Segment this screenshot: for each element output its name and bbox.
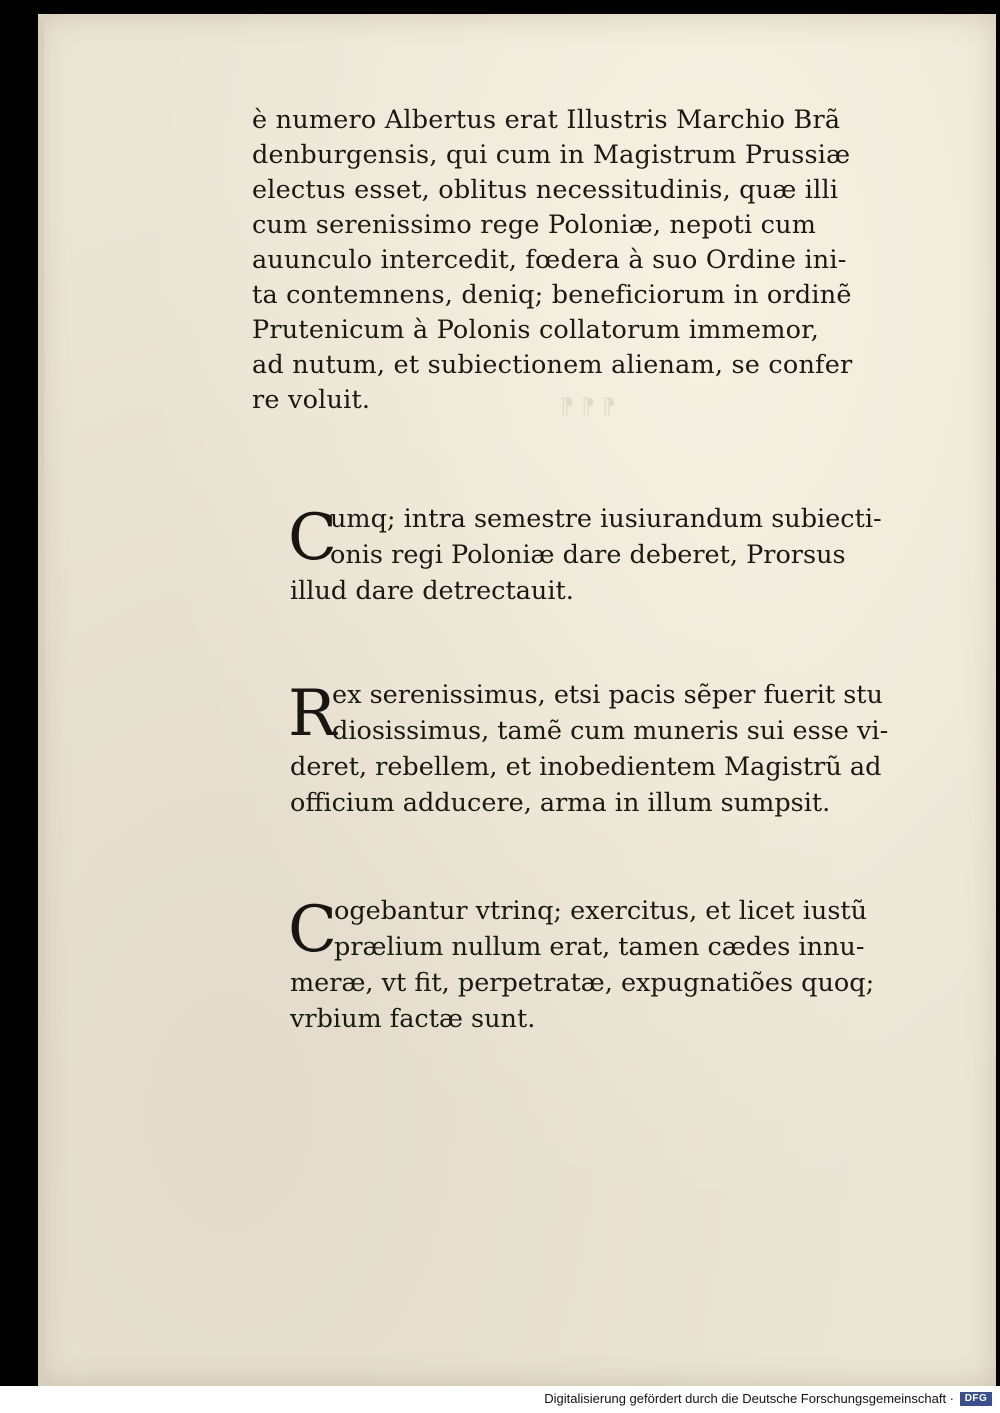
text-line: illud dare detrectauit. — [290, 576, 574, 606]
text-line: electus esset, oblitus necessitudinis, quæ illi — [252, 175, 839, 205]
text-line: meræ, vt fit, perpetratæ, expugnatiões quoq; — [290, 968, 875, 998]
text-line: ad nutum, et subiectionem alienam, se confer — [252, 350, 853, 380]
text-line: auunculo intercedit, fœdera à suo Ordine ini- — [252, 245, 847, 275]
page-edge — [38, 14, 44, 1386]
text-line: prælium nullum erat, tamen cædes innu- — [334, 932, 865, 962]
paragraph-2-tail — [290, 573, 930, 609]
drop-cap-initial: C — [288, 501, 337, 575]
text-line: deret, rebellem, et inobedientem Magistrũ ad — [290, 752, 882, 782]
text-line: cum serenissimo rege Poloniæ, nepoti cum — [252, 210, 817, 240]
drop-cap-initial: R — [288, 677, 337, 751]
paragraph-3 — [332, 677, 912, 749]
text-line: umq; intra semestre iusiurandum subiecti- — [330, 504, 882, 534]
text-line: ta contemnens, deniq; beneficiorum in ordinẽ — [252, 280, 852, 310]
paragraph-3-tail — [290, 749, 930, 821]
text-line: è numero Albertus erat Illustris Marchio Brã — [252, 105, 841, 135]
paragraph-1 — [252, 103, 912, 418]
text-line: diosissimus, tamẽ cum muneris sui esse vi- — [332, 716, 889, 746]
text-line: ex serenissimus, etsi pacis sẽper fuerit stu — [332, 680, 883, 710]
text-line: onis regi Poloniæ dare deberet, Prorsus — [330, 540, 846, 570]
drop-cap-initial: C — [288, 893, 337, 967]
paragraph-2 — [330, 501, 910, 573]
text-line: ogebantur vtrinq; exercitus, et licet iustũ — [334, 896, 868, 926]
text-line: denburgensis, qui cum in Magistrum Prussiæ — [252, 140, 851, 170]
paragraph-4 — [334, 893, 914, 965]
text-line: vrbium factæ sunt. — [290, 1004, 536, 1034]
footer-bar — [0, 1386, 1000, 1413]
text-line: officium adducere, arma in illum sumpsit. — [290, 788, 831, 818]
paragraph-4-tail — [290, 965, 930, 1037]
text-line: Prutenicum à Polonis collatorum immemor, — [252, 315, 820, 345]
text-line: re voluit. — [252, 385, 371, 415]
funding-note: Digitalisierung gefördert durch die Deutsche Forschungsgemeinschaft · — [544, 1391, 954, 1406]
bleed-through: ¶ ¶ ¶ — [560, 395, 616, 420]
dfg-logo-icon: DFG — [960, 1392, 992, 1406]
